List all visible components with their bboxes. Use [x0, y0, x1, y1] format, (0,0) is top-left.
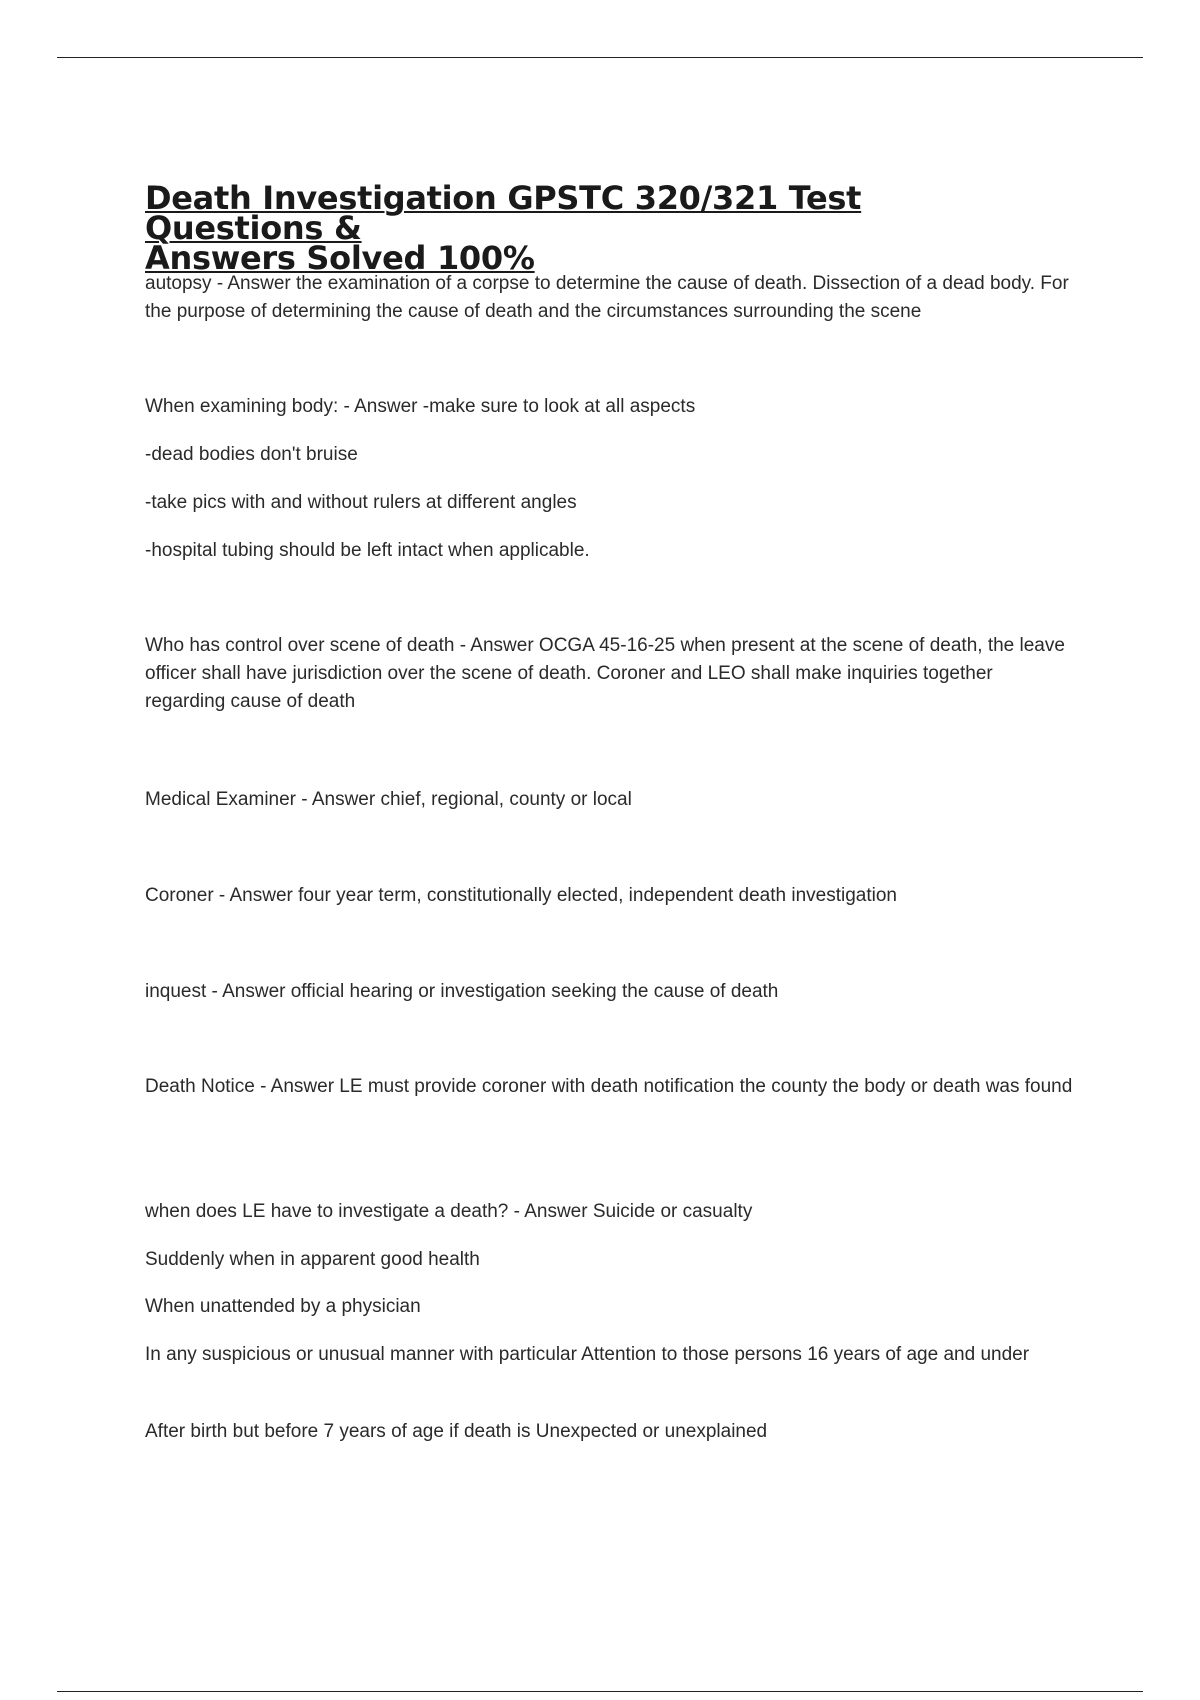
paragraph-hospital-tubing: -hospital tubing should be left intact when applicable. — [145, 540, 590, 561]
paragraph-medical-examiner: Medical Examiner - Answer chief, regional, county or local — [145, 789, 632, 810]
paragraph-suddenly: Suddenly when in apparent good health — [145, 1249, 480, 1270]
document-title — [145, 179, 1045, 277]
paragraph-control-scene: Who has control over scene of death - Answer OCGA 45-16-25 when present at the scene of death, the leave officer shall have jurisdiction over the scene of death. Coroner and LEO shall make inquiries together regarding cause of death — [145, 635, 1065, 712]
document-title-line-1: Death Investigation GPSTC 320/321 Test Questions & — [145, 179, 862, 247]
paragraph-pics: -take pics with and without rulers at different angles — [145, 492, 577, 513]
paragraph-coroner: Coroner - Answer four year term, constitutionally elected, independent death investigation — [145, 885, 897, 906]
paragraph-suspicious: In any suspicious or unusual manner with particular Attention to those persons 16 years of age and under — [145, 1344, 1030, 1365]
paragraph-examining-body: When examining body: - Answer -make sure to look at all aspects — [145, 396, 696, 417]
paragraph-le-investigate: when does LE have to investigate a death? - Answer Suicide or casualty — [145, 1201, 753, 1222]
document-title-line-2: Answers Solved 100% — [145, 239, 535, 277]
paragraph-bruise: -dead bodies don't bruise — [145, 444, 358, 465]
paragraph-death-notice: Death Notice - Answer LE must provide coroner with death notification the county the body or death was found — [145, 1076, 1073, 1097]
paragraph-after-birth: After birth but before 7 years of age if death is Unexpected or unexplained — [145, 1421, 768, 1442]
paragraph-unattended: When unattended by a physician — [145, 1296, 421, 1317]
paragraph-autopsy: autopsy - Answer the examination of a corpse to determine the cause of death. Dissection of a dead body. For the purpose of determining the cause of death and the circumstances surrounding the scene — [145, 273, 1069, 322]
bottom-divider — [57, 1691, 1143, 1692]
paragraph-inquest: inquest - Answer official hearing or investigation seeking the cause of death — [145, 981, 779, 1002]
top-divider — [57, 57, 1143, 58]
